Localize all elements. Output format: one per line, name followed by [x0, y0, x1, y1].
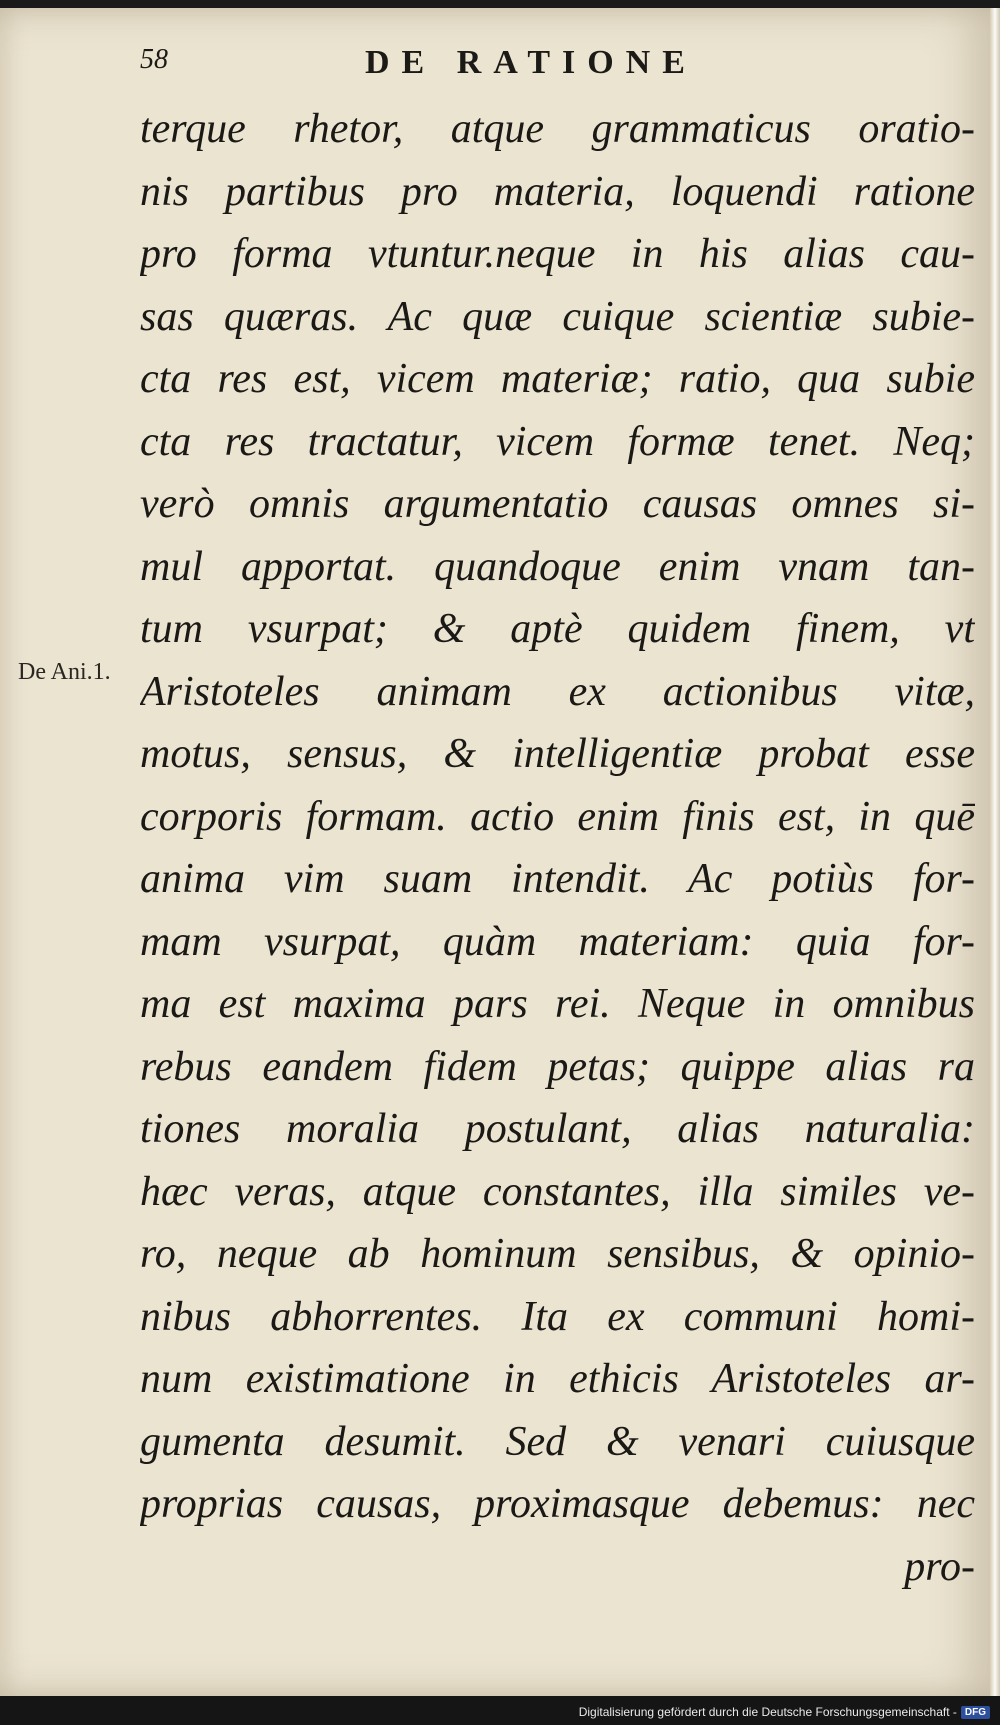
text-line: corporis formam. actio enim finis est, in quē: [140, 793, 975, 840]
margin-note: De Ani.1.: [18, 659, 111, 685]
catchword: pro-: [904, 1543, 975, 1590]
text-line: tiones moralia postulant, alias naturalia:: [140, 1106, 975, 1152]
text-line: motus, sensus, & intelligentiæ probat esse: [140, 731, 975, 777]
footer: [579, 1705, 990, 1719]
text-line: ma est maxima pars rei. Neque in omnibus: [140, 981, 975, 1027]
dfg-logo: DFG: [961, 1706, 990, 1719]
text-line: nibus abhorrentes. Ita ex communi homi-: [140, 1293, 975, 1340]
text-line: verò omnis argumentatio causas omnes si-: [140, 481, 975, 527]
text-line: nis partibus pro materia, loquendi ratione: [140, 168, 975, 215]
text-line: terque rhetor, atque grammaticus oratio-: [140, 106, 975, 152]
page-number: 58: [140, 44, 168, 75]
footer-text: Digitalisierung gefördert durch die Deutsche Forschungsgemeinschaft -: [578, 1705, 957, 1719]
text-line: mul apportat. quandoque enim vnam tan-: [140, 543, 975, 590]
page-edge: [990, 8, 1000, 1696]
text-line: gumenta desumit. Sed & venari cuiusque: [140, 1418, 975, 1465]
text-line: cta res est, vicem materiæ; ratio, qua subie: [140, 356, 975, 402]
body-text: [140, 98, 975, 1598]
text-line: Aristoteles animam ex actionibus vitæ,: [140, 668, 975, 715]
text-line: hæc veras, atque constantes, illa similes ve-: [140, 1168, 975, 1215]
text-line: pro forma vtuntur.neque in his alias cau-: [140, 231, 975, 277]
text-line: rebus eandem fidem petas; quippe alias ra: [140, 1043, 975, 1090]
text-line: ro, neque ab hominum sensibus, & opinio-: [140, 1231, 975, 1277]
running-head: DE RATIONE: [365, 44, 697, 81]
page-header: [140, 44, 970, 84]
text-line: tum vsurpat; & aptè quidem finem, vt: [140, 606, 975, 652]
text-line: proprias causas, proximasque debemus: nec: [140, 1481, 975, 1527]
text-line: num existimatione in ethicis Aristoteles ar-: [140, 1356, 975, 1402]
text-line: anima vim suam intendit. Ac potiùs for-: [140, 856, 975, 902]
text-line: mam vsurpat, quàm materiam: quia for-: [140, 918, 975, 965]
text-line: cta res tractatur, vicem formæ tenet. Neq;: [140, 418, 975, 465]
text-line: sas quæras. Ac quæ cuique scientiæ subie-: [140, 293, 975, 340]
